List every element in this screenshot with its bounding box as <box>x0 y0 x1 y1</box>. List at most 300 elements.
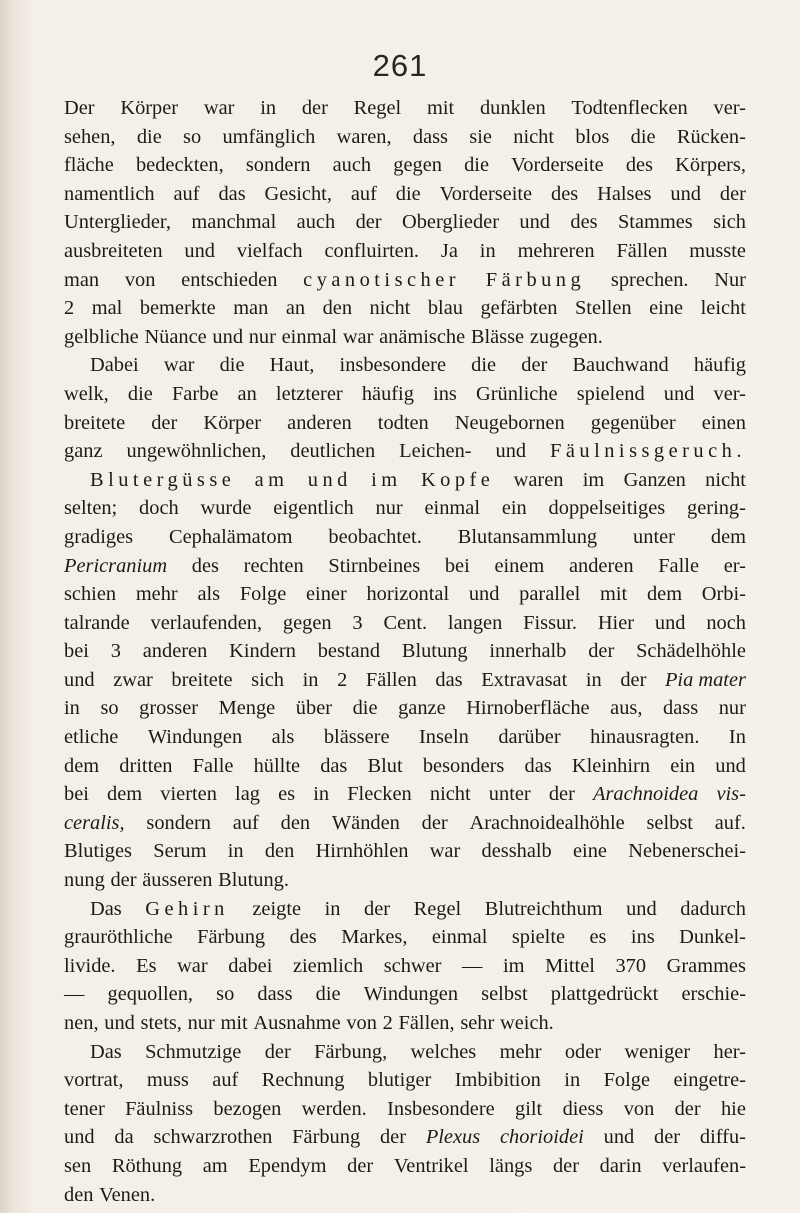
word: Folge <box>603 1069 651 1092</box>
word: Grünliche <box>476 382 558 405</box>
word: in <box>479 239 496 262</box>
word: sprechen. <box>610 268 689 291</box>
text-line <box>64 351 746 380</box>
word: häufig <box>693 354 746 377</box>
word: Venen. <box>99 1183 156 1206</box>
word: gequollen, <box>107 983 194 1006</box>
text-line <box>64 1095 746 1124</box>
word: Hirnoberfläche <box>466 697 590 720</box>
word: Es <box>136 954 157 977</box>
word: der <box>347 1154 374 1177</box>
word: hie <box>720 1097 746 1120</box>
word: die <box>471 354 497 377</box>
word: der <box>301 97 328 119</box>
word: man <box>233 297 269 320</box>
word: über <box>295 697 333 720</box>
word: gegen <box>282 611 332 634</box>
word: ziemlich <box>292 954 364 977</box>
word: Kopfe <box>420 468 495 491</box>
word: auf <box>350 182 377 205</box>
word: auch <box>296 211 336 234</box>
word: rechten <box>243 554 304 577</box>
word: der <box>110 869 137 892</box>
word: und <box>184 239 215 262</box>
word: bei <box>64 783 89 806</box>
word: 2 <box>64 297 75 320</box>
word: im <box>582 468 605 491</box>
text-line <box>64 837 746 866</box>
word: sen <box>64 1154 92 1177</box>
word: einen <box>701 411 746 434</box>
word: auf <box>212 1069 239 1092</box>
word: nur <box>375 497 403 520</box>
text-line <box>64 437 746 466</box>
word: Gehirn <box>145 897 229 920</box>
word: unter <box>488 783 531 806</box>
word: da <box>114 1126 134 1149</box>
word: Das <box>90 1040 122 1063</box>
word: Halses <box>597 182 652 205</box>
text-line <box>64 294 746 323</box>
word: nur <box>718 697 746 720</box>
word: mehr <box>499 1040 542 1063</box>
word: darüber <box>498 726 561 749</box>
word: erschie- <box>681 983 746 1006</box>
word: häufig <box>361 382 414 405</box>
word: Farbe <box>171 382 219 405</box>
word: Fissur. <box>523 611 577 634</box>
word: am <box>254 468 289 491</box>
word: horizontal <box>366 583 450 606</box>
word: confluirten. <box>324 239 420 262</box>
word: man <box>64 268 100 291</box>
word: Cent. <box>383 611 428 634</box>
word: am <box>202 1154 228 1177</box>
text-line <box>64 637 746 666</box>
text-line <box>64 1066 746 1095</box>
word: mal <box>91 297 123 320</box>
word: letzterer <box>275 382 343 405</box>
text-line <box>64 809 746 838</box>
word: dem <box>64 754 100 777</box>
word: sich <box>251 668 284 691</box>
word: etliche <box>64 726 119 749</box>
word: Körper <box>120 97 179 119</box>
word: Extravasat <box>481 668 568 691</box>
word: und <box>626 897 657 920</box>
word: Blutiges <box>64 840 132 863</box>
word: Stellen <box>574 297 632 320</box>
word: in <box>302 668 319 691</box>
word: ceralis, <box>64 811 125 834</box>
text-line <box>64 180 746 209</box>
word: und <box>64 668 95 691</box>
word: bei <box>64 640 89 663</box>
word: Unterglieder, <box>64 211 171 234</box>
word: längs <box>489 1154 533 1177</box>
word: Mittel <box>545 954 595 977</box>
word: der <box>421 811 448 834</box>
word: bestand <box>317 640 381 663</box>
word: Blutreichthum <box>484 897 603 920</box>
word: Hirnhöhlen <box>315 840 409 863</box>
word: Orbi- <box>701 583 746 606</box>
word: Blut <box>367 754 403 777</box>
word: Oberglieder <box>402 211 500 234</box>
text-line <box>64 580 746 609</box>
word: Inseln <box>419 726 469 749</box>
word: — <box>462 954 483 977</box>
word: das <box>320 754 348 777</box>
text-line <box>64 151 746 180</box>
text-line <box>64 266 746 295</box>
word: stets, <box>140 1012 182 1034</box>
text-line <box>64 123 746 152</box>
word: blau <box>427 297 463 320</box>
word: des <box>289 926 317 949</box>
word: besonders <box>422 754 505 777</box>
word: ganz <box>64 440 103 463</box>
word: vis- <box>716 783 746 806</box>
word: vortrat, <box>64 1069 124 1092</box>
word: Ganzen <box>623 468 686 491</box>
word: es <box>589 926 607 949</box>
word: auch <box>332 154 372 177</box>
word: Färbung, <box>314 1040 388 1063</box>
word: die <box>315 983 341 1006</box>
word: anderen <box>287 411 352 434</box>
word: ausbreiteten <box>64 239 163 262</box>
word: Cephalämatom <box>169 525 293 548</box>
word: sehr <box>460 1012 495 1034</box>
word: nicht <box>369 297 411 320</box>
word: äusseren <box>142 869 213 892</box>
word: Arachnoidea <box>593 783 699 806</box>
word: nung <box>64 869 105 892</box>
word: in <box>324 897 341 920</box>
word: einmal <box>431 926 488 949</box>
word: Regel <box>413 897 462 920</box>
word: in <box>564 1069 581 1092</box>
word: selbst <box>481 983 528 1006</box>
word: nicht <box>513 125 555 148</box>
text-line <box>64 752 746 781</box>
word: Rechnung <box>261 1069 345 1092</box>
word: welches <box>410 1040 477 1063</box>
word: ver- <box>713 97 746 119</box>
word: ins <box>433 382 457 405</box>
word: leicht <box>700 297 746 320</box>
word: bei <box>444 554 470 577</box>
word: die <box>352 697 378 720</box>
word: Serum <box>153 840 207 863</box>
word: livide. <box>64 954 116 977</box>
word: dass <box>412 125 448 148</box>
word: breitete <box>64 411 126 434</box>
word: selbst <box>646 811 693 834</box>
word: nicht <box>429 783 471 806</box>
word: als <box>197 583 221 606</box>
word: Leichen- <box>399 440 472 463</box>
word: mehr <box>135 583 178 606</box>
text-line <box>64 780 746 809</box>
word: in <box>227 840 244 863</box>
text-line <box>64 866 746 895</box>
word: dunklen <box>479 97 546 119</box>
word: waren, <box>336 125 392 148</box>
word: die <box>219 354 245 377</box>
word: langen <box>447 611 503 634</box>
word: eingetre- <box>673 1069 746 1092</box>
word: Ausnahme <box>253 1012 341 1034</box>
word: Färbung <box>485 268 586 291</box>
word: mit <box>600 583 628 606</box>
word: dem <box>646 583 683 606</box>
word: Röthung <box>111 1154 183 1177</box>
word: Folge <box>239 583 287 606</box>
word: die <box>127 382 153 405</box>
word: die <box>464 154 490 177</box>
word: und <box>104 1012 135 1034</box>
word: an <box>285 297 306 320</box>
word: Ventrikel <box>393 1154 469 1177</box>
word: Regel <box>353 97 402 119</box>
word: anderen <box>142 640 208 663</box>
word: welk, <box>64 382 109 405</box>
text-line <box>64 409 746 438</box>
word: ein <box>670 754 696 777</box>
text-line <box>64 323 746 352</box>
word: ganze <box>398 697 446 720</box>
word: ungewöhnlichen, <box>126 440 267 463</box>
word: 370 <box>615 954 647 977</box>
word: blutiger <box>367 1069 432 1092</box>
word: und <box>715 754 746 777</box>
word: Wänden <box>331 811 400 834</box>
text-line <box>64 1181 746 1210</box>
word: Imbibition <box>454 1069 541 1092</box>
word: so <box>216 983 235 1006</box>
word: mehreren <box>517 239 595 262</box>
word: im <box>371 468 402 491</box>
word: von <box>623 1097 655 1120</box>
word: umfänglich <box>222 125 316 148</box>
word: Blutung. <box>218 869 289 892</box>
word: Menge <box>218 697 276 720</box>
word: das <box>218 182 246 205</box>
word: des <box>191 554 219 577</box>
word: blos <box>575 125 610 148</box>
word: gradiges <box>64 525 134 548</box>
word: deutlichen <box>290 440 376 463</box>
word: auf <box>232 811 259 834</box>
word: einmal <box>424 497 480 520</box>
word: tener <box>64 1097 105 1120</box>
word: sich <box>713 211 746 234</box>
word: cyanotischer <box>303 268 461 291</box>
word: insbesondere <box>339 354 447 377</box>
text-line <box>64 94 746 123</box>
word: noch <box>706 611 746 634</box>
word: so <box>100 697 119 720</box>
page-number: 261 <box>372 48 428 83</box>
word: Färbung <box>197 926 266 949</box>
word: es <box>278 783 296 806</box>
word: im <box>502 954 525 977</box>
word: als <box>271 726 295 749</box>
word: dem <box>710 525 746 548</box>
word: und <box>495 440 527 463</box>
word: Dabei <box>90 354 139 377</box>
word: Fäulnissgeruch. <box>550 440 746 463</box>
word: eine <box>649 297 684 320</box>
word: nen, <box>64 1012 99 1034</box>
word: auf <box>173 182 200 205</box>
word: eigentlich <box>273 497 354 520</box>
word: weich. <box>500 1012 554 1034</box>
word: der <box>355 211 382 234</box>
word: breitete <box>171 668 233 691</box>
word: war <box>163 354 195 377</box>
word: und <box>603 1126 635 1149</box>
word: nicht <box>705 468 746 491</box>
word: und <box>212 325 244 348</box>
word: Körpers, <box>675 154 746 177</box>
word: sehen, <box>64 125 116 148</box>
word: und <box>654 611 686 634</box>
text-line <box>64 1009 746 1038</box>
word: in <box>585 668 602 691</box>
word: zugegen. <box>529 325 603 348</box>
word: verlaufenden, <box>150 611 263 634</box>
word: der <box>264 1040 291 1063</box>
word: Pericranium <box>64 554 168 577</box>
word: hüllte <box>253 754 301 777</box>
word: der <box>719 182 746 205</box>
word: Blutergüsse <box>90 468 236 491</box>
word: und <box>663 382 695 405</box>
word: diess <box>562 1097 604 1120</box>
text-line <box>64 237 746 266</box>
text-line <box>64 494 746 523</box>
word: und <box>64 1126 95 1149</box>
text-line <box>64 208 746 237</box>
word: Schädelhöhle <box>636 640 746 663</box>
word: 2 <box>337 668 348 691</box>
word: Ja <box>440 239 458 262</box>
word: war <box>342 325 374 348</box>
text-line <box>64 609 746 638</box>
word: gelbliche <box>64 325 139 348</box>
word: spielend <box>576 382 645 405</box>
word: einem <box>494 554 545 577</box>
word: verlaufen- <box>662 1154 746 1177</box>
word: er- <box>723 554 746 577</box>
word: schien <box>64 583 117 606</box>
word: sondern <box>146 811 211 834</box>
word: Blutung <box>401 640 468 663</box>
word: Färbung <box>292 1126 361 1149</box>
word: Falle <box>192 754 234 777</box>
word: grosser <box>139 697 199 720</box>
word: Der <box>64 97 95 119</box>
word: 3 <box>110 640 121 663</box>
word: unter <box>633 525 675 548</box>
word: Flecken <box>347 783 412 806</box>
word: Fällen, <box>398 1012 455 1034</box>
word: fläche <box>64 154 114 177</box>
word: dass <box>257 983 293 1006</box>
word: chorioidei <box>499 1126 584 1149</box>
word: Rücken- <box>676 125 746 148</box>
word: anderen <box>568 554 634 577</box>
word: Kleinhirn <box>571 754 651 777</box>
text-line <box>64 380 746 409</box>
word: Fäulniss <box>125 1097 194 1120</box>
word: anämische <box>379 325 466 348</box>
word: dem <box>107 783 143 806</box>
word: waren <box>513 468 564 491</box>
text-line <box>64 723 746 752</box>
word: Plexus <box>425 1126 481 1149</box>
word: muss <box>146 1069 189 1092</box>
word: des <box>570 211 598 234</box>
word: innerhalb <box>489 640 567 663</box>
word: todten <box>377 411 429 434</box>
word: Vorderseite <box>439 182 533 205</box>
word: In <box>728 726 746 749</box>
word: ver- <box>713 382 746 405</box>
word: war <box>177 954 208 977</box>
word: namentlich <box>64 182 155 205</box>
word: diffu- <box>699 1126 746 1149</box>
word: der <box>620 668 647 691</box>
word: aus, <box>610 697 643 720</box>
word: an <box>237 382 257 405</box>
word: die <box>630 125 656 148</box>
word: gilt <box>515 1097 543 1120</box>
word: Falle <box>658 554 699 577</box>
word: Insbesondere <box>387 1097 495 1120</box>
word: entschieden <box>181 268 278 291</box>
word: der <box>552 1154 579 1177</box>
word: gegenüber <box>590 411 676 434</box>
word: Pia mater <box>664 668 746 691</box>
word: dabei <box>228 954 273 977</box>
word: desshalb <box>481 840 552 863</box>
text-line <box>64 552 746 581</box>
word: Kindern <box>229 640 296 663</box>
word: auf. <box>714 811 746 834</box>
word: Neugebornen <box>454 411 565 434</box>
word: war <box>429 840 461 863</box>
word: beobachtet. <box>328 525 422 548</box>
word: in <box>313 783 330 806</box>
word: nur <box>248 325 276 348</box>
word: Dunkel- <box>679 926 746 949</box>
word: Blässe <box>470 325 525 348</box>
word: dritten <box>119 754 173 777</box>
word: darin <box>599 1154 642 1177</box>
word: gegen <box>393 154 442 177</box>
word: Körper <box>203 411 262 434</box>
word: lag <box>235 783 260 806</box>
word: Windungen <box>363 983 459 1006</box>
word: bedeckten, <box>135 154 224 177</box>
word: ein <box>501 497 527 520</box>
word: den <box>322 297 353 320</box>
word: und <box>519 211 550 234</box>
